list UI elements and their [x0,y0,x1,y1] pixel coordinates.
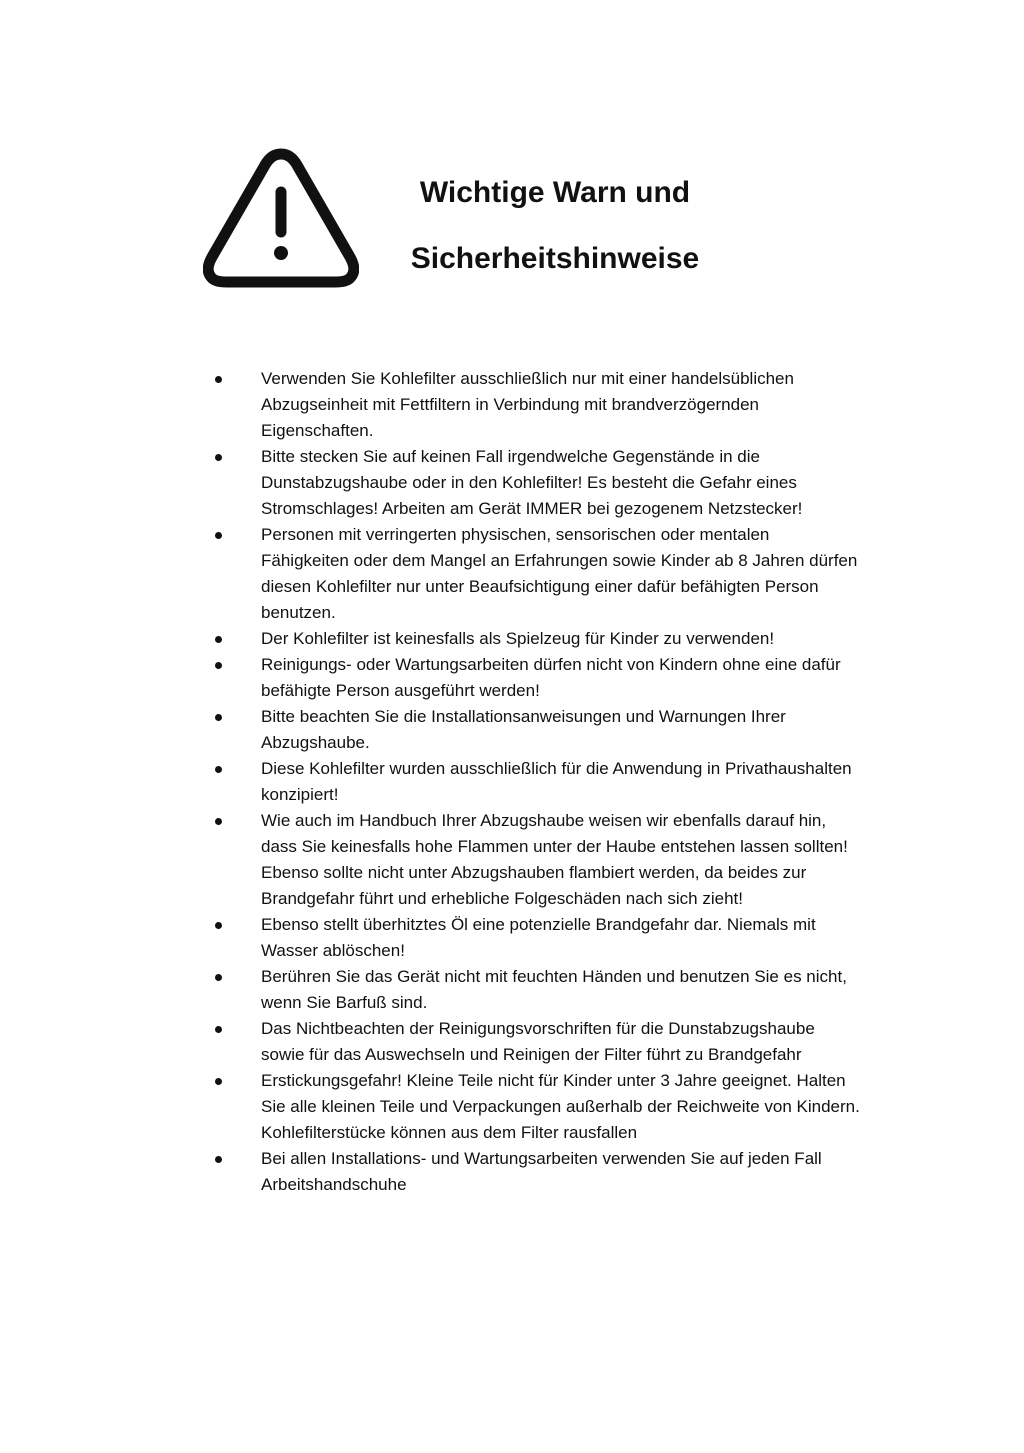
list-item [0,522,1024,626]
notice-text: Verwenden Sie Kohlefilter ausschließlich nur mit einer handelsüblichen Abzugseinheit mit Fettfiltern in Verbindung mit brandverzögernden Eigenschaften. [261,369,794,440]
notice-text: Reinigungs- oder Wartungsarbeiten dürfen nicht von Kindern ohne eine dafür befähigte Person ausgeführt werden! [261,655,841,700]
notice-text: Wie auch im Handbuch Ihrer Abzugshaube weisen wir ebenfalls darauf hin, dass Sie keinesfalls hohe Flammen unter der Haube entstehen lassen sollten! Ebenso sollte nicht unter Abzugshauben flambiert werden, da beides zur Brandgefahr führt und erhebliche Folgeschäden nach sich zieht! [261,811,848,908]
list-item [0,626,1024,652]
notice-text: Diese Kohlefilter wurden ausschließlich für die Anwendung in Privathaushalten konzipiert! [261,759,852,804]
list-item [0,1146,1024,1198]
list-item [0,756,1024,808]
bullet-icon [215,1026,222,1033]
notice-text: Der Kohlefilter ist keinesfalls als Spielzeug für Kinder zu verwenden! [261,629,775,648]
bullet-icon [215,818,222,825]
list-item [0,444,1024,522]
bullet-icon [215,636,222,643]
list-item [0,964,1024,1016]
list-item [0,704,1024,756]
notice-text: Bitte stecken Sie auf keinen Fall irgendwelche Gegenstände in die Dunstabzugshaube oder in den Kohlefilter! Es besteht die Gefahr eines Stromschlages! Arbeiten am Gerät IMMER bei gezogenem Netzstecker! [261,447,803,518]
page-title-line-2: Sicherheitshinweise [410,242,700,275]
notice-text: Bitte beachten Sie die Installationsanweisungen und Warnungen Ihrer Abzugshaube. [261,707,786,752]
bullet-icon [215,922,222,929]
notice-text: Personen mit verringerten physischen, sensorischen oder mentalen Fähigkeiten oder dem Mangel an Erfahrungen sowie Kinder ab 8 Jahren dürfen diesen Kohlefilter nur unter Beaufsichtigung einer dafür befähigten Person benutzen. [261,525,858,622]
page-title-line-1: Wichtige Warn und [419,176,691,209]
bullet-icon [215,1156,222,1163]
list-item [0,652,1024,704]
bullet-icon [215,766,222,773]
notice-text: Erstickungsgefahr! Kleine Teile nicht für Kinder unter 3 Jahre geeignet. Halten Sie alle kleinen Teile und Verpackungen außerhalb der Reichweite von Kindern. Kohlefilterstücke können aus dem Filter rausfallen [261,1071,860,1142]
notice-text: Bei allen Installations- und Wartungsarbeiten verwenden Sie auf jeden Fall Arbeitshandschuhe [261,1149,822,1194]
list-item [0,1068,1024,1146]
list-item [0,366,1024,444]
list-item [0,1016,1024,1068]
notice-text: Das Nichtbeachten der Reinigungsvorschriften für die Dunstabzugshaube sowie für das Auswechseln und Reinigen der Filter führt zu Brandgefahr [261,1019,815,1064]
warning-triangle-icon [203,146,359,288]
bullet-icon [215,714,222,721]
notice-text: Ebenso stellt überhitztes Öl eine potenzielle Brandgefahr dar. Niemals mit Wasser ablöschen! [261,915,816,960]
notice-text: Berühren Sie das Gerät nicht mit feuchten Händen und benutzen Sie es nicht, wenn Sie Barfuß sind. [261,967,847,1012]
bullet-icon [215,376,222,383]
bullet-icon [215,454,222,461]
list-item [0,912,1024,964]
bullet-icon [215,532,222,539]
bullet-icon [215,1078,222,1085]
bullet-icon [215,662,222,669]
list-item [0,808,1024,912]
bullet-icon [215,974,222,981]
safety-notice-list [0,366,1024,1198]
